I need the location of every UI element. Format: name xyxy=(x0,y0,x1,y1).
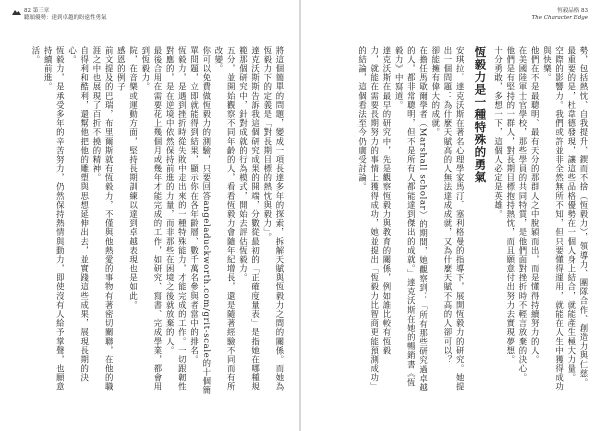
left-running-head xyxy=(24,8,107,22)
paragraph: 自得利和酷利，還幫他把他的雕塑與思想延伸出去，並實踐這些成果，展現長期的決心。 xyxy=(67,46,90,383)
book-title-english: The Character Edge xyxy=(531,15,588,21)
left-body-text xyxy=(24,46,286,396)
paragraph: 達克沃斯在最早的研究中，先是觀察恆毅力與教育的關係，例如誰比較有恆毅 xyxy=(381,46,392,356)
paragraph: 他們是有堅持的一群人，對長期目標抱持熱忱，而且願意付出努力去實現夢想。 xyxy=(505,46,516,365)
right-page-number: 83 xyxy=(581,8,588,14)
right-running-head xyxy=(532,8,588,22)
right-page xyxy=(300,0,600,431)
paragraph: 最後合用在需要花上幾個月或幾年才能完成的工作，如研究、寫書、完成學業，都會用到恆毅力。 xyxy=(140,46,163,392)
left-page-number: 82 xyxy=(24,8,31,14)
paragraph: 十分勇敢，多想一下，這個人必定是英雄。 xyxy=(493,46,504,219)
paragraph: 達克沃斯斯告訴我這個研究成果的開端，分數從最初的「正確度量表」是指她在哪種規範那個研究中，針對成就的行為模式，開始去評估恆毅力。 xyxy=(238,46,261,392)
paragraph: 在美國陸軍士官學校，那些學員的共同特質，是他們面對挫折時不輕言放棄的決心。 xyxy=(517,46,528,383)
paragraph: 院，在音樂或運動方面，堅持長期訓練以達到卓越表現也是如此。 xyxy=(128,46,139,310)
right-body-text xyxy=(320,46,590,396)
paragraph: 活。 xyxy=(30,46,41,65)
paragraph: 你可以免費做恆毅力的測驗，只要回答angeladuckworth.com/grit-scale的十個簡單問題，立即就能得到結果，顯示你在各年齡層、數千萬名參與者當中的排名。 xyxy=(189,46,212,395)
chapter-number: 第三章 xyxy=(32,8,50,14)
paragraph: 將這個簡單的問題，變成一項長達多年的探索，拆解天賦與恆毅力之間的關係。而她為恆毅力下的定義是「對長期目標的熱忱與毅力」。 xyxy=(262,46,285,392)
chapter-title: 聽頒優勢：達到卓越的盼遠性勇氣 xyxy=(24,15,107,21)
paragraph: 安琪拉．達克沃斯在著名心理學家馬汀．塞利格曼的指導下，展開恆毅力的研究。她提出一個問題：為什麼天賦高的人無法達成成就，又為什麼天賦不高的人卻可以？ xyxy=(442,46,466,392)
paragraph: 空際的影響力。我們或許並非全然無所不知，但只要懂得運用，就能在人生中獲得成功與快樂。 xyxy=(542,46,565,392)
paragraph: 勢，包括熱忱、自我提升、鍥而不捨（恆毅力），領導力、團隊合作、創造力與仁慈。 xyxy=(579,46,589,388)
paragraph: 在擔任馬歇爾學者（Marshall scholar）的期間，她觀察到：「所有那些研究過卓越的人，都非常聰明，但不是所有人都能達到傑出的成就。」達克沃斯在她的暢銷書《恆毅力》中寫道。 xyxy=(394,46,429,393)
paragraph: 力，就能在需要長期努力的事情上獲得成功，她並提出「恆毅力比智商更能預測成功」的結論，這個看法至今仍廣受討論。 xyxy=(357,46,380,392)
paragraph: 恆毅力，是承受多年的辛苦努力，仍然保持熱情與動力，即使沒有人給予掌聲，也願意持續前進。 xyxy=(43,46,66,392)
book-title: 恆毅品格 xyxy=(557,8,580,14)
paragraph: 最重要的是，杜韋德發現，讓這些品格優勢在一個人身上結合，就能產生極大力量。 xyxy=(566,46,577,383)
mountain-icon xyxy=(12,8,21,15)
section-heading: 恆毅力是一種特殊的勇氣 xyxy=(473,46,488,184)
paragraph: 五分，並開始觀察不同年齡的人，看看恆毅力會隨年紀增長，還是隨著經驗不同而有所改變。 xyxy=(213,46,237,392)
paragraph: 感恩的例子 xyxy=(116,46,127,92)
paragraph: 恆毅力，是遇到挫折時從失敗中走出來的一種特殊能力，才能完成的工作。一切跟韌性對應的，是在逆境中依然保持前進的力量，而非那些在困境之後就放棄的人。 xyxy=(165,46,188,392)
paragraph: 他們在不是最聰明、最有天分的那群人之中脫穎而出，而是懂得持續努力的人。 xyxy=(530,46,541,365)
paragraph: 前文提及的巴瑞，布里爾斯就有恆毅力，不僅與他熱愛的事物有著密切關聯，在他的職涯之中也展現了百折不撓的精神。 xyxy=(91,46,115,392)
paragraph: 卻能擁有偉大的成就。 xyxy=(430,46,441,137)
